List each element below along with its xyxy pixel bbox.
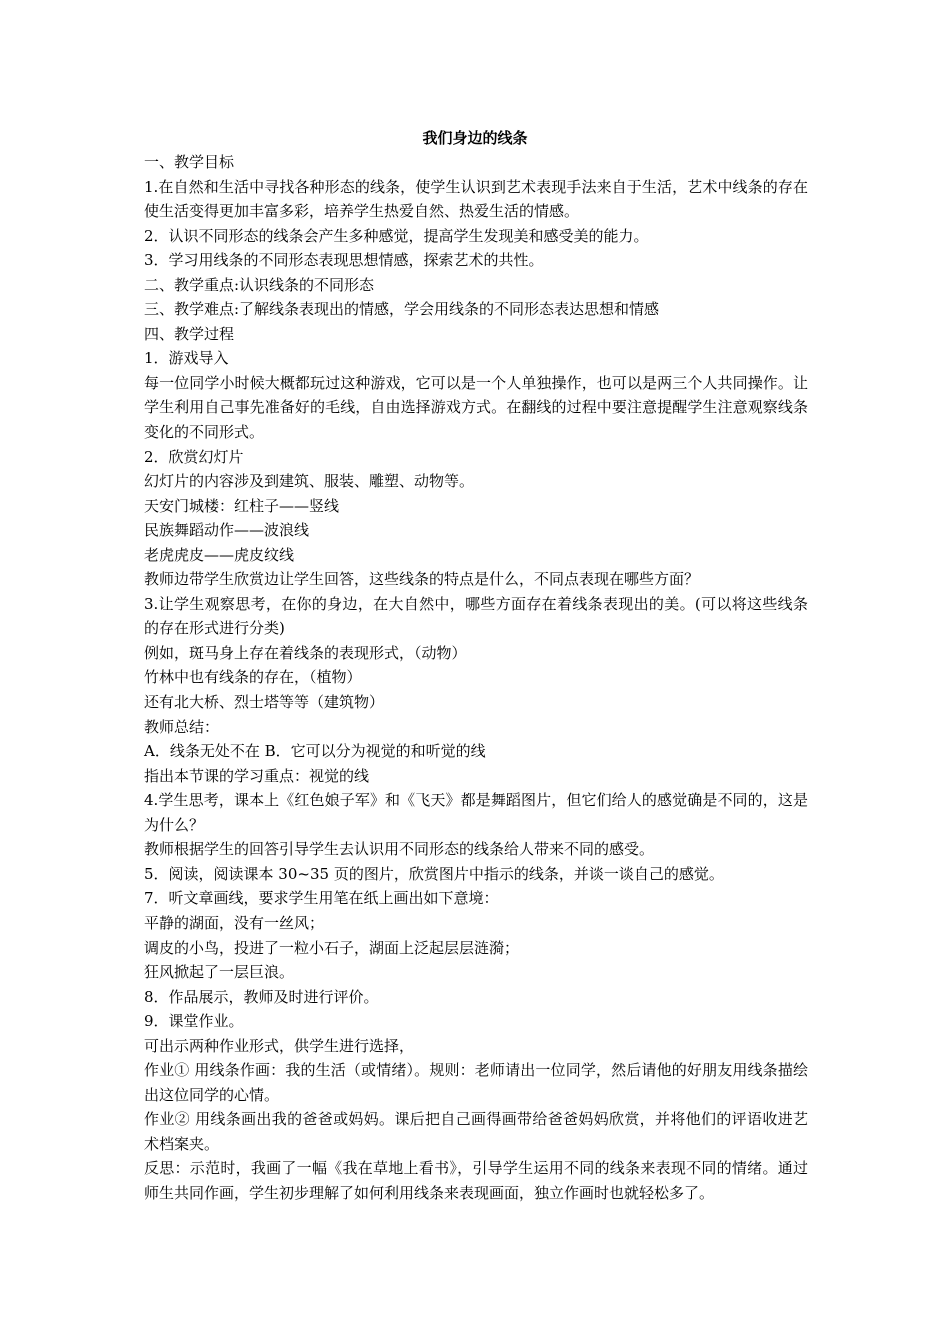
document-body bbox=[144, 150, 808, 1206]
paragraph-line: 教师总结： bbox=[144, 717, 220, 736]
paragraph-line: 狂风掀起了一层巨浪。 bbox=[144, 963, 295, 982]
paragraph-line: 民族舞蹈动作——波浪线 bbox=[144, 521, 310, 540]
paragraph-line: 作业① 用线条作画：我的生活（或情绪）。规则：老师请出一位同学，然后请他的好朋友用线条描绘出这位同学的心情。 bbox=[144, 1061, 808, 1104]
paragraph-line: 竹林中也有线条的存在，（植物） bbox=[144, 668, 362, 687]
paragraph-line: 1．游戏导入 bbox=[144, 349, 229, 368]
paragraph-line: A．线条无处不在 B．它可以分为视觉的和听觉的线 bbox=[144, 742, 486, 761]
paragraph-line: 8．作品展示，教师及时进行评价。 bbox=[144, 987, 379, 1006]
paragraph-line: 幻灯片的内容涉及到建筑、服装、雕塑、动物等。 bbox=[144, 472, 475, 491]
paragraph-line: 7．听文章画线，要求学生用笔在纸上画出如下意境： bbox=[144, 889, 499, 908]
paragraph-line: 教师根据学生的回答引导学生去认识用不同形态的线条给人带来不同的感受。 bbox=[144, 840, 655, 859]
paragraph-line: 反思：示范时，我画了一幅《我在草地上看书》，引导学生运用不同的线条来表现不同的情绪。通过师生共同作画，学生初步理解了如何利用线条来表现画面，独立作画时也就轻松多了。 bbox=[144, 1159, 808, 1202]
paragraph-line: 3．学习用线条的不同形态表现思想情感，探索艺术的共性。 bbox=[144, 251, 544, 270]
paragraph-line: 9．课堂作业。 bbox=[144, 1012, 244, 1031]
paragraph-line: 还有北大桥、烈士塔等等（建筑物） bbox=[144, 693, 385, 712]
paragraph-line: 5．阅读，阅读课本 30~35 页的图片，欣赏图片中指示的线条，并谈一谈自己的感觉。 bbox=[144, 864, 724, 883]
paragraph-line: 可出示两种作业形式，供学生进行选择， bbox=[144, 1036, 415, 1055]
paragraph-line: 平静的湖面，没有一丝风； bbox=[144, 913, 325, 932]
paragraph-line: 四、教学过程 bbox=[144, 324, 235, 343]
paragraph-line: 3.让学生观察思考，在你的身边，在大自然中，哪些方面存在着线条表现出的美。(可以将这些线条的存在形式进行分类) bbox=[144, 594, 808, 638]
paragraph-line: 老虎虎皮——虎皮纹线 bbox=[144, 545, 295, 564]
document-title: 我们身边的线条 bbox=[422, 129, 528, 147]
paragraph-line: 教师边带学生欣赏边让学生回答，这些线条的特点是什么，不同点表现在哪些方面？ bbox=[144, 570, 700, 589]
paragraph-line: 天安门城楼：红柱子——竖线 bbox=[144, 496, 340, 515]
paragraph-line: 2．认识不同形态的线条会产生多种感觉，提高学生发现美和感受美的能力。 bbox=[144, 226, 649, 245]
paragraph-line: 指出本节课的学习重点：视觉的线 bbox=[144, 766, 370, 785]
paragraph-line: 二、教学重点:认识线条的不同形态 bbox=[144, 275, 375, 294]
paragraph-line: 作业② 用线条画出我的爸爸或妈妈。课后把自己画得画带给爸爸妈妈欣赏，并将他们的评语收进艺术档案夹。 bbox=[144, 1110, 808, 1153]
paragraph-line: 每一位同学小时候大概都玩过这种游戏，它可以是一个人单独操作，也可以是两三个人共同操作。让学生利用自己事先准备好的毛线，自由选择游戏方式。在翻线的过程中要注意提醒学生注意观察线条变化的不同形式。 bbox=[144, 373, 808, 442]
paragraph-line: 三、教学难点:了解线条表现出的情感，学会用线条的不同形态表达思想和情感 bbox=[144, 300, 660, 319]
paragraph-line: 调皮的小鸟，投进了一粒小石子，湖面上泛起层层涟漪； bbox=[144, 938, 520, 957]
paragraph-line: 2．欣赏幻灯片 bbox=[144, 447, 244, 466]
paragraph-line: 4.学生思考，课本上《红色娘子军》和《飞天》都是舞蹈图片，但它们给人的感觉确是不同的，这是为什么？ bbox=[144, 791, 808, 834]
paragraph-line: 1.在自然和生活中寻找各种形态的线条，使学生认识到艺术表现手法来自于生活，艺术中线条的存在使生活变得更加丰富多彩，培养学生热爱自然、热爱生活的情感。 bbox=[144, 177, 808, 221]
paragraph-line: 例如，斑马身上存在着线条的表现形式，（动物） bbox=[144, 643, 467, 662]
paragraph-line: 一、教学目标 bbox=[144, 153, 235, 171]
